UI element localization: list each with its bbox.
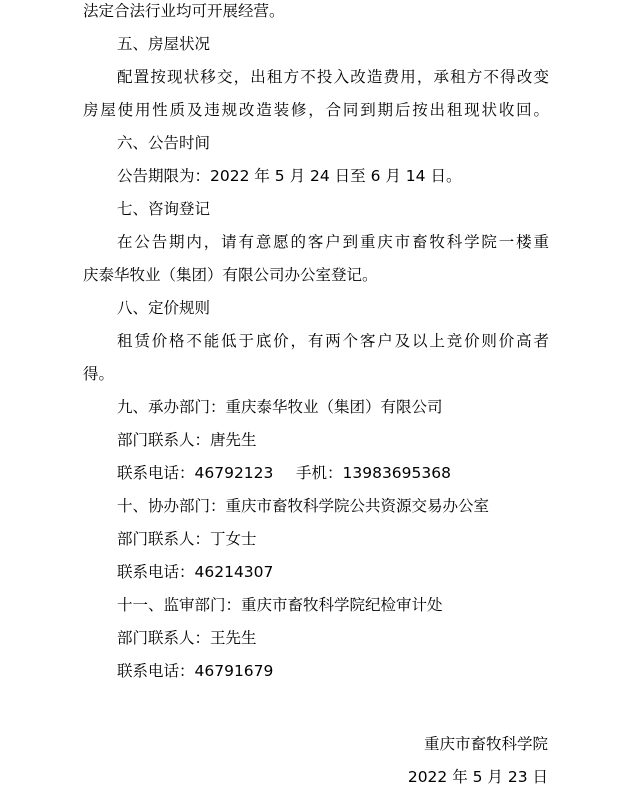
- paragraph-line: 在公告期内，请有意愿的客户到重庆市畜牧科学院一楼重: [117, 233, 549, 251]
- section-heading-5: 五、房屋状况: [117, 35, 211, 53]
- paragraph-line: 公告期限为：2022 年 5 月 24 日至 6 月 14 日。: [117, 167, 462, 185]
- signature-date: 2022 年 5 月 23 日: [407, 768, 548, 786]
- signature-organization: 重庆市畜牧科学院: [423, 735, 548, 753]
- section-heading-10: 十、协办部门：重庆市畜牧科学院公共资源交易办公室: [117, 497, 490, 515]
- contact-person: 部门联系人：丁女士: [117, 530, 257, 548]
- paragraph-line: 房屋使用性质及违规改造装修，合同到期后按出租现状收回。: [83, 101, 549, 119]
- section-heading-8: 八、定价规则: [117, 299, 211, 317]
- contact-phone: 联系电话：46214307: [117, 563, 274, 581]
- paragraph-line: 庆泰华牧业（集团）有限公司办公室登记。: [83, 266, 378, 284]
- paragraph-line: 配置按现状移交，出租方不投入改造费用，承租方不得改变: [117, 68, 549, 86]
- section-heading-7: 七、咨询登记: [117, 200, 211, 218]
- contact-phone: 联系电话：46792123: [117, 464, 274, 482]
- paragraph-line: 得。: [83, 365, 115, 383]
- section-heading-6: 六、公告时间: [117, 134, 211, 152]
- contact-phone: 联系电话：46791679: [117, 662, 274, 680]
- section-heading-11: 十一、监审部门：重庆市畜牧科学院纪检审计处: [117, 596, 443, 614]
- section-heading-9: 九、承办部门：重庆泰华牧业（集团）有限公司: [117, 398, 443, 416]
- contact-mobile: 手机：13983695368: [296, 464, 451, 482]
- paragraph-line: 租赁价格不能低于底价，有两个客户及以上竞价则价高者: [117, 332, 549, 350]
- contact-person: 部门联系人：王先生: [117, 629, 257, 647]
- contact-person: 部门联系人：唐先生: [117, 431, 257, 449]
- paragraph-line: 法定合法行业均可开展经营。: [83, 2, 285, 20]
